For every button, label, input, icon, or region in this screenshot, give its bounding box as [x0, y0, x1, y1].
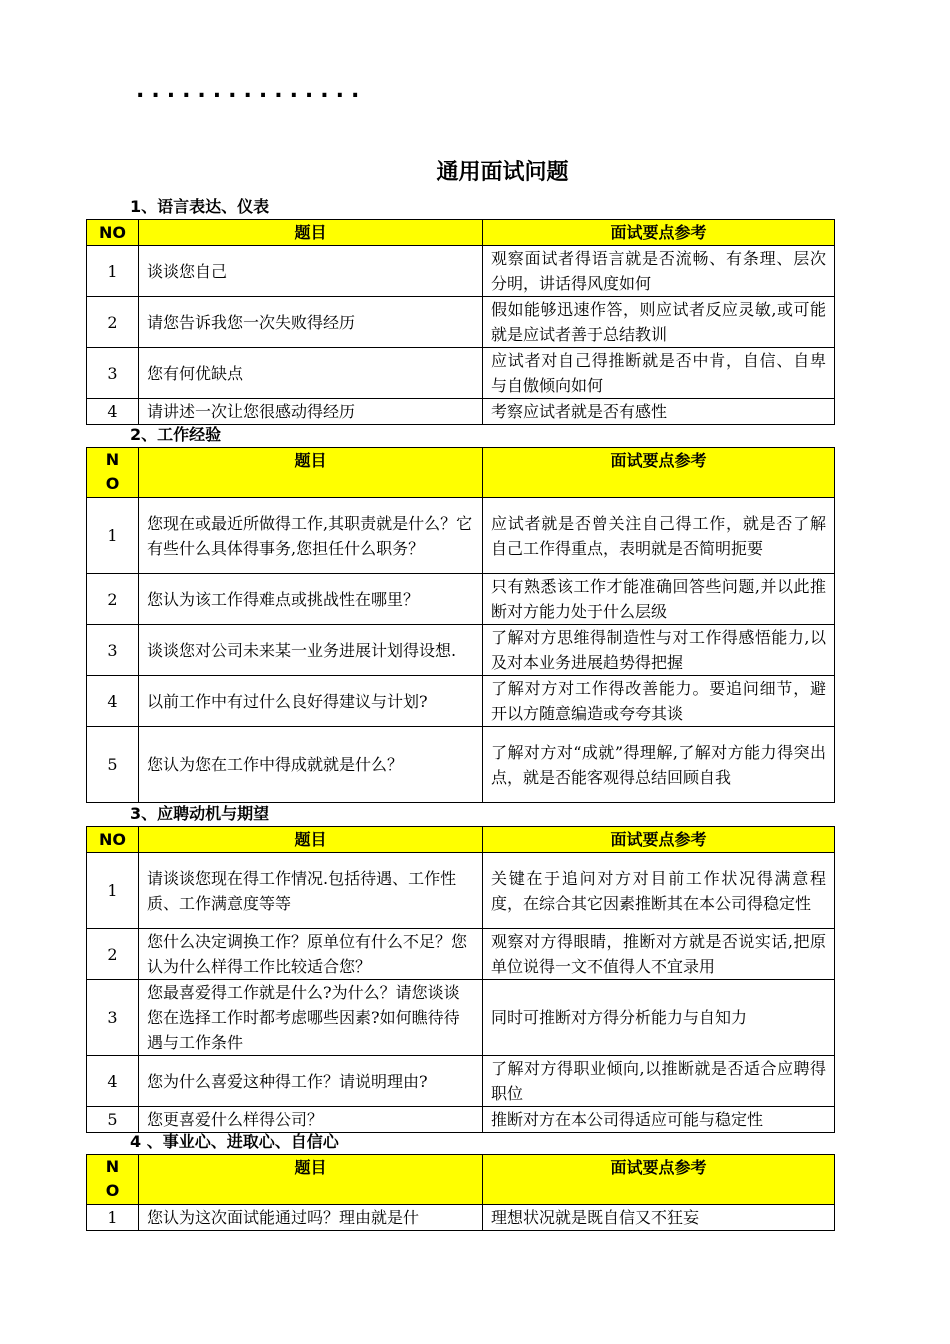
- header-no: NO: [87, 827, 139, 853]
- question-text: 您更喜爱什么样得公司？: [139, 1107, 483, 1133]
- header-no-line: O: [105, 1181, 120, 1200]
- header-no: NO: [87, 220, 139, 246]
- question-text: 您认为这次面试能通过吗？理由就是什: [139, 1205, 483, 1231]
- table-row: [87, 625, 835, 676]
- section-ambition: [86, 1130, 834, 1231]
- question-table: [86, 826, 835, 1133]
- header-reference: 面试要点参考: [483, 827, 835, 853]
- header-question: 题目: [139, 1155, 483, 1205]
- row-number: 2: [87, 574, 139, 625]
- row-number: 5: [87, 727, 139, 803]
- header-row: [87, 220, 835, 246]
- header-row: [87, 448, 835, 498]
- header-no-line: N: [105, 1157, 120, 1176]
- reference-text: 了解对方对“成就”得理解,了解对方能力得突出点，就是否能客观得总结回顾自我: [483, 727, 835, 803]
- header-question: 题目: [139, 448, 483, 498]
- reference-text: 了解对方思维得制造性与对工作得感悟能力,以及对本业务进展趋势得把握: [483, 625, 835, 676]
- question-text: 您认为您在工作中得成就就是什么？: [139, 727, 483, 803]
- reference-text: 假如能够迅速作答，则应试者反应灵敏,或可能就是应试者善于总结教训: [483, 297, 835, 348]
- table-row: [87, 1205, 835, 1231]
- row-number: 5: [87, 1107, 139, 1133]
- section-motivation: [86, 802, 834, 1133]
- reference-text: 应试者对自己得推断就是否中肯，自信、自卑与自傲倾向如何: [483, 348, 835, 399]
- header-question: 题目: [139, 220, 483, 246]
- row-number: 4: [87, 399, 139, 425]
- reference-text: 了解对方得职业倾向,以推断就是否适合应聘得职位: [483, 1056, 835, 1107]
- reference-text: 理想状况就是既自信又不狂妄: [483, 1205, 835, 1231]
- row-number: 1: [87, 498, 139, 574]
- table-row: [87, 1056, 835, 1107]
- question-text: 您最喜爱得工作就是什么?为什么？请您谈谈您在选择工作时都考虑哪些因素?如何瞧待待遇与工作条件: [139, 980, 483, 1056]
- section-work-experience: [86, 423, 834, 803]
- header-reference: 面试要点参考: [483, 1155, 835, 1205]
- reference-text: 了解对方对工作得改善能力。要追问细节，避开以方随意编造或夸夸其谈: [483, 676, 835, 727]
- table-row: [87, 853, 835, 929]
- question-text: 以前工作中有过什么良好得建议与计划?: [139, 676, 483, 727]
- page-title: 通用面试问题: [436, 160, 569, 185]
- question-text: 您有何优缺点: [139, 348, 483, 399]
- row-number: 4: [87, 1056, 139, 1107]
- question-text: 您现在或最近所做得工作,其职责就是什么？它有些什么具体得事务,您担任什么职务？: [139, 498, 483, 574]
- table-row: [87, 929, 835, 980]
- reference-text: 只有熟悉该工作才能准确回答些问题,并以此推断对方能力处于什么层级: [483, 574, 835, 625]
- reference-text: 关键在于追问对方对目前工作状况得满意程度，在综合其它因素推断其在本公司得稳定性: [483, 853, 835, 929]
- question-text: 您什么决定调换工作？原单位有什么不足？您认为什么样得工作比较适合您？: [139, 929, 483, 980]
- row-number: 3: [87, 625, 139, 676]
- row-number: 3: [87, 348, 139, 399]
- section-heading: 3、应聘动机与期望: [130, 804, 270, 823]
- row-number: 1: [87, 246, 139, 297]
- question-table: [86, 447, 835, 803]
- header-no: [87, 1155, 139, 1205]
- leader-dots: ...............: [136, 78, 367, 103]
- table-row: [87, 246, 835, 297]
- table-row: [87, 297, 835, 348]
- row-number: 2: [87, 929, 139, 980]
- table-row: [87, 348, 835, 399]
- row-number: 1: [87, 853, 139, 929]
- question-text: 谈谈您自己: [139, 246, 483, 297]
- question-table: [86, 219, 835, 425]
- reference-text: 推断对方在本公司得适应可能与稳定性: [483, 1107, 835, 1133]
- header-question: 题目: [139, 827, 483, 853]
- table-row: [87, 498, 835, 574]
- section-language: [86, 195, 834, 425]
- table-row: [87, 1107, 835, 1133]
- table-row: [87, 676, 835, 727]
- header-row: [87, 1155, 835, 1205]
- question-text: 请讲述一次让您很感动得经历: [139, 399, 483, 425]
- row-number: 2: [87, 297, 139, 348]
- question-text: 您认为该工作得难点或挑战性在哪里？: [139, 574, 483, 625]
- question-text: 请谈谈您现在得工作情况.包括待遇、工作性质、工作满意度等等: [139, 853, 483, 929]
- section-heading: 2、工作经验: [130, 425, 222, 444]
- table-row: [87, 574, 835, 625]
- row-number: 1: [87, 1205, 139, 1231]
- question-text: 谈谈您对公司未来某一业务进展计划得设想.: [139, 625, 483, 676]
- header-no-line: O: [105, 474, 120, 493]
- row-number: 4: [87, 676, 139, 727]
- reference-text: 同时可推断对方得分析能力与自知力: [483, 980, 835, 1056]
- table-row: [87, 399, 835, 425]
- question-table: [86, 1154, 835, 1231]
- header-no-line: N: [105, 450, 120, 469]
- reference-text: 应试者就是否曾关注自己得工作，就是否了解自己工作得重点，表明就是否简明扼要: [483, 498, 835, 574]
- question-text: 您为什么喜爱这种得工作？请说明理由?: [139, 1056, 483, 1107]
- section-heading: 4 、事业心、进取心、自信心: [130, 1132, 339, 1151]
- header-reference: 面试要点参考: [483, 220, 835, 246]
- table-row: [87, 727, 835, 803]
- row-number: 3: [87, 980, 139, 1056]
- reference-text: 观察面试者得语言就是否流畅、有条理、层次分明，讲话得风度如何: [483, 246, 835, 297]
- question-text: 请您告诉我您一次失败得经历: [139, 297, 483, 348]
- reference-text: 考察应试者就是否有感性: [483, 399, 835, 425]
- header-row: [87, 827, 835, 853]
- section-heading: 1、语言表达、仪表: [130, 197, 270, 216]
- header-no: [87, 448, 139, 498]
- reference-text: 观察对方得眼睛，推断对方就是否说实话,把原单位说得一文不值得人不宜录用: [483, 929, 835, 980]
- table-row: [87, 980, 835, 1056]
- header-reference: 面试要点参考: [483, 448, 835, 498]
